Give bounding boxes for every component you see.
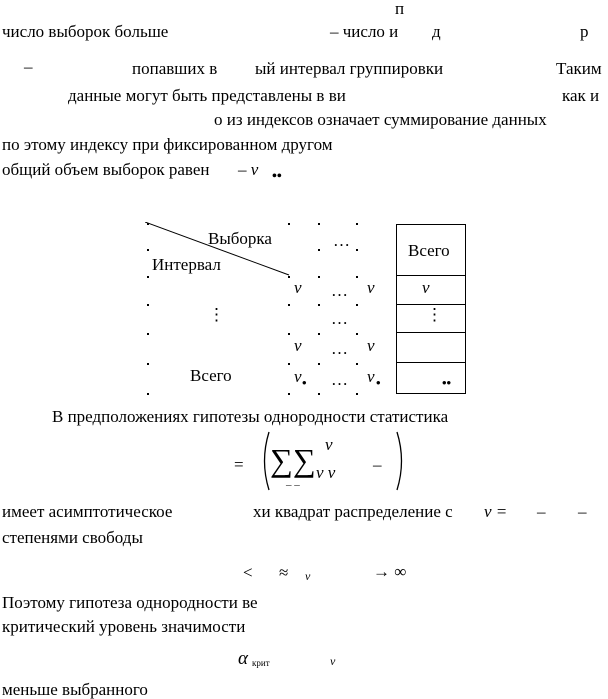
header-ellipsis: … — [333, 231, 350, 250]
line-4: о из индексов означает суммирование данных — [214, 110, 547, 129]
header-interval: Интервал — [152, 255, 221, 274]
limit-arrow-infinity: → ∞ — [373, 562, 407, 581]
formula-denominator: ν ν — [316, 463, 336, 482]
conclusion-line: Поэтому гипотеза однородности ве — [2, 593, 258, 612]
formula-numerator: ν — [325, 435, 333, 454]
cell-r2-vdots-right: ⋮ — [426, 305, 443, 324]
total-col-right-border — [465, 224, 466, 394]
alpha-symbol: α — [238, 648, 248, 669]
total-row-ellipsis: … — [331, 370, 348, 389]
fragment-p: п — [395, 0, 405, 18]
total-col-bottom-border — [396, 393, 466, 394]
limit-less-than: < — [243, 563, 253, 582]
limit-approx: ≈ — [279, 563, 289, 582]
cell-r3-c2: ν — [367, 336, 375, 355]
smaller-than-chosen-line: меньше выбранного — [2, 680, 148, 699]
line-1-part-c: д — [432, 22, 441, 41]
line-6-subscript: •• — [272, 169, 282, 184]
alpha-nu: ν — [330, 654, 336, 668]
line-3-part-b: как и — [562, 86, 600, 105]
critical-level-line: критический уровень значимости — [2, 617, 246, 636]
cell-r1-c2: ν — [367, 278, 375, 297]
cell-r3-c1: ν — [294, 336, 302, 355]
line-1-part-b: – число и — [330, 22, 399, 41]
cell-r1-c1: ν — [294, 278, 302, 297]
line-2-part-a: – — [24, 57, 33, 76]
total-row-c1: ν — [294, 367, 302, 386]
asymptotic-minus-1: – — [537, 502, 546, 521]
total-col-line-4 — [396, 362, 466, 363]
line-2-part-d: Таким — [556, 59, 602, 78]
cell-r2-vdots-left: ⋮ — [208, 305, 225, 324]
total-row-c2-sub: • — [376, 375, 381, 390]
line-6-part-b: – ν — [238, 160, 259, 179]
limit-nu-subscript: ν — [305, 569, 311, 583]
asymptotic-nu-equals: ν = — [484, 502, 508, 521]
cell-r2-ellipsis: … — [331, 309, 348, 328]
total-col-top-border — [396, 224, 466, 225]
line-3-part-a: данные могут быть представлены в ви — [68, 86, 346, 105]
total-row-c2: ν — [367, 367, 375, 386]
total-col-left-border — [396, 224, 397, 394]
cell-r1-total: ν — [422, 278, 430, 297]
asymptotic-part-a: имеет асимптотическое — [2, 502, 173, 521]
total-row-label: Всего — [190, 366, 232, 385]
line-5: по этому индексу при фиксированном другом — [2, 135, 333, 154]
line-6-part-a: общий объем выборок равен — [2, 160, 210, 179]
total-col-line-3 — [396, 332, 466, 333]
degrees-of-freedom-line: степенями свободы — [2, 528, 143, 547]
asymptotic-part-b: хи квадрат распределение с — [253, 502, 453, 521]
formula-sum-subscripts: – – — [286, 479, 300, 491]
formula-equals: = — [234, 455, 244, 474]
hypothesis-line: В предположениях гипотезы однородности статистика — [52, 407, 449, 426]
cell-r1-ellipsis: … — [331, 281, 348, 300]
formula-double-sum: ∑∑ — [270, 442, 316, 478]
line-2-part-c: ый интервал группировки — [255, 59, 444, 78]
asymptotic-minus-2: – — [578, 502, 587, 521]
formula-minus: – — [373, 455, 382, 474]
total-row-c1-sub: • — [302, 375, 307, 390]
header-total: Всего — [408, 241, 450, 260]
alpha-subscript: крит — [252, 658, 270, 668]
line-2-part-b: попавших в — [132, 59, 218, 78]
line-1-part-a: число выборок больше — [2, 22, 169, 41]
formula-right-paren — [394, 430, 408, 492]
total-row-grand: •• — [442, 375, 452, 390]
total-col-line-1 — [396, 275, 466, 276]
header-sample: Выборка — [208, 229, 272, 248]
cell-r3-ellipsis: … — [331, 339, 348, 358]
line-1-part-d: р — [580, 22, 589, 41]
